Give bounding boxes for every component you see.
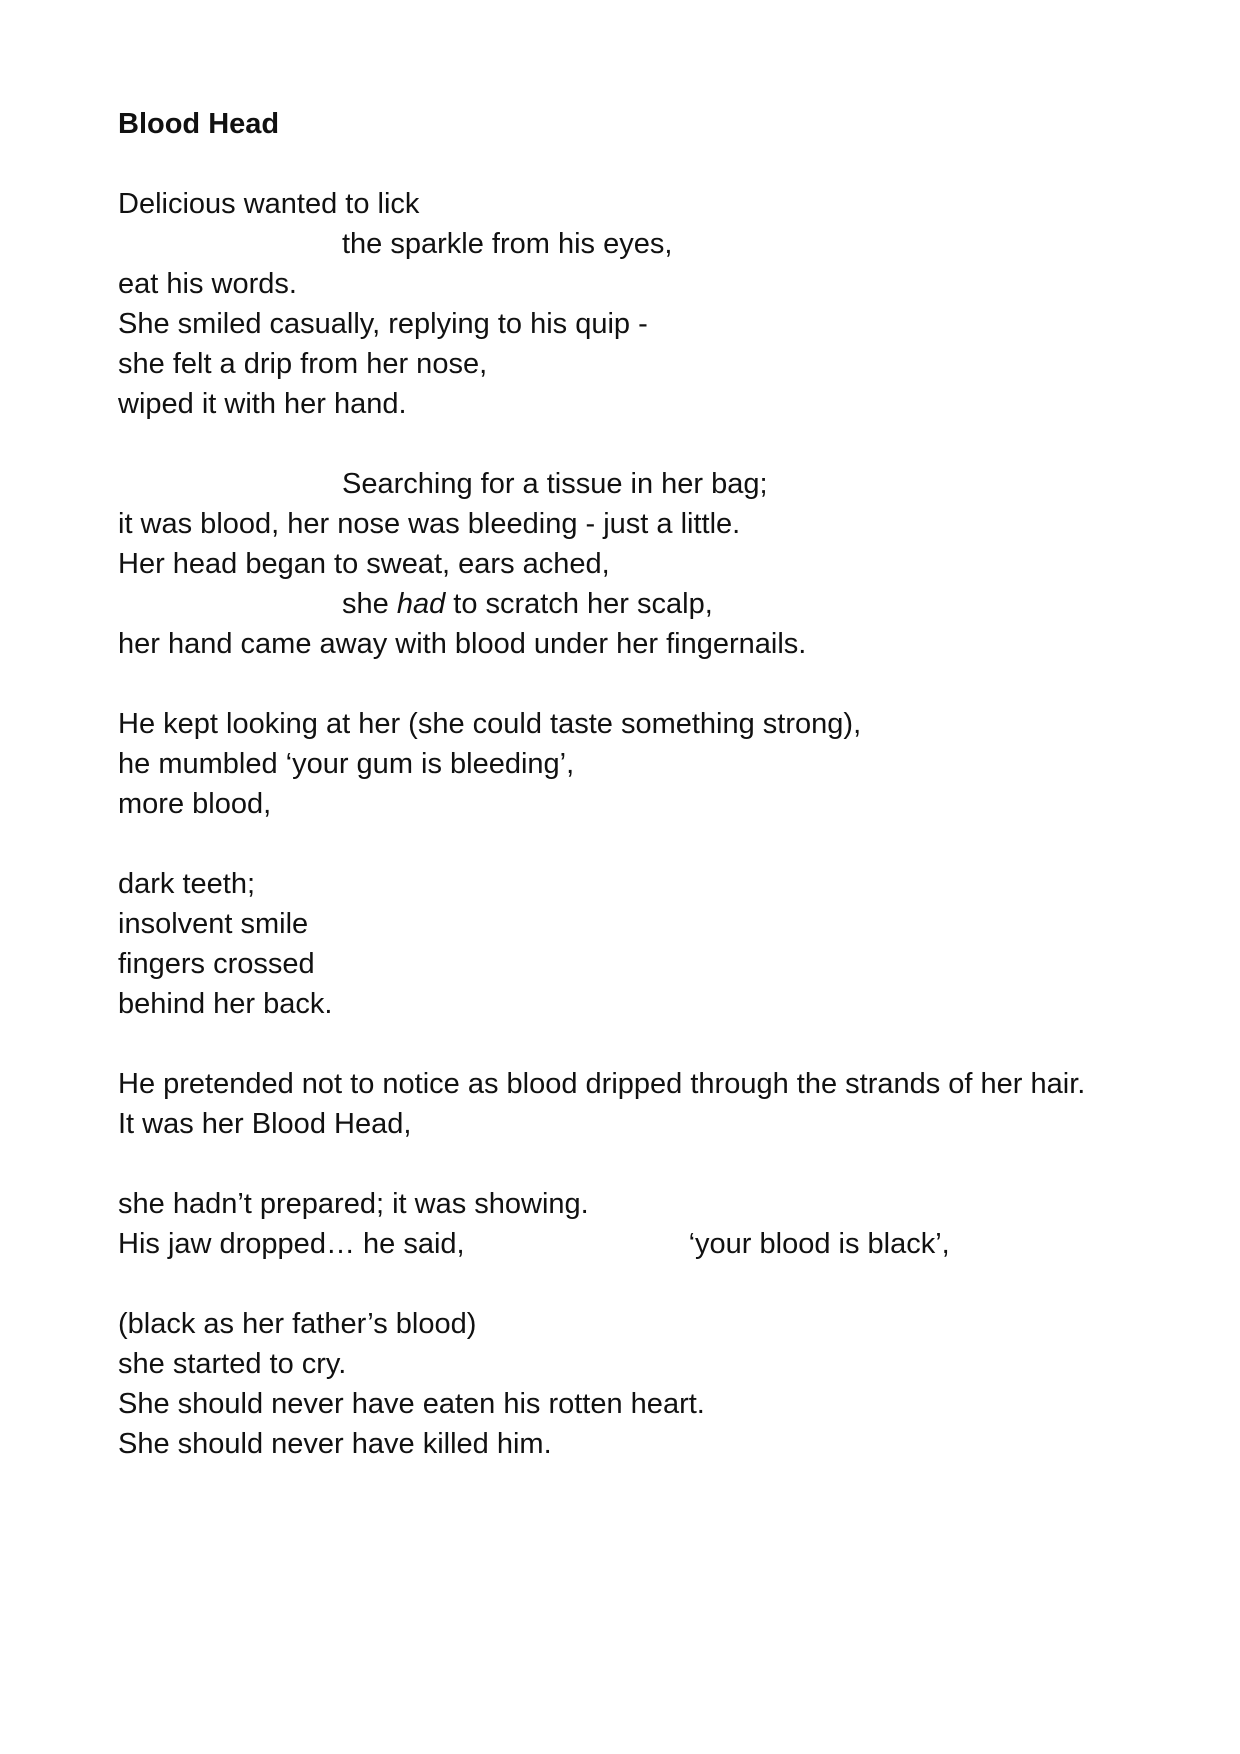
poem-line: wiped it with her hand.: [118, 388, 407, 420]
emphasized-word: had: [396, 588, 446, 620]
poem-line: Delicious wanted to lick: [118, 188, 420, 220]
poem-line: insolvent smile: [118, 908, 309, 940]
poem-line: He kept looking at her (she could taste something strong),: [118, 708, 862, 740]
poem-line: dark teeth;: [118, 868, 256, 900]
stanza-2: [118, 464, 1218, 664]
stanza-1: [118, 184, 1218, 424]
poem-line: She should never have killed him.: [118, 1428, 552, 1460]
poem-line: she started to cry.: [118, 1348, 347, 1380]
stanza-7: [118, 1304, 1218, 1464]
line-text: to scratch her scalp,: [445, 588, 713, 620]
poem-line: she felt a drip from her nose,: [118, 348, 488, 380]
stanza-3: [118, 704, 1218, 824]
poem-line: more blood,: [118, 788, 272, 820]
poem-line: fingers crossed: [118, 948, 315, 980]
poem-line: (black as her father’s blood): [118, 1308, 477, 1340]
poem-line: She should never have eaten his rotten heart.: [118, 1388, 705, 1420]
stanza-gap: [118, 824, 1218, 864]
stanza-gap: [118, 424, 1218, 464]
poem-line: behind her back.: [118, 988, 333, 1020]
poem-line: He pretended not to notice as blood dripped through the strands of her hair.: [118, 1068, 1086, 1100]
poem-line: It was her Blood Head,: [118, 1108, 412, 1140]
poem: [118, 104, 1218, 1464]
poem-line: he mumbled ‘your gum is bleeding’,: [118, 748, 575, 780]
poem-line: she hadn’t prepared; it was showing.: [118, 1188, 589, 1220]
stanza-gap: [118, 664, 1218, 704]
poem-line: her hand came away with blood under her fingernails.: [118, 628, 807, 660]
stanza-6: [118, 1184, 1218, 1264]
stanza-5: [118, 1064, 1218, 1144]
line-text: she: [342, 588, 397, 620]
stanza-4: [118, 864, 1218, 1024]
line-text: ‘your blood is black’,: [688, 1228, 950, 1260]
stanza-gap: [118, 1264, 1218, 1304]
poem-line: She smiled casually, replying to his quip -: [118, 308, 648, 340]
poem-line: Searching for a tissue in her bag;: [342, 468, 768, 500]
line-text: His jaw dropped… he said,: [118, 1228, 465, 1260]
poem-line: Her head began to sweat, ears ached,: [118, 548, 610, 580]
poem-line: eat his words.: [118, 268, 297, 300]
stanza-gap: [118, 1144, 1218, 1184]
stanza-gap: [118, 1024, 1218, 1064]
poem-line: it was blood, her nose was bleeding - just a little.: [118, 508, 741, 540]
poem-line: the sparkle from his eyes,: [342, 228, 673, 260]
poem-line: [118, 584, 1218, 624]
poem-title: Blood Head: [118, 108, 280, 140]
poem-line: [118, 1224, 1218, 1264]
